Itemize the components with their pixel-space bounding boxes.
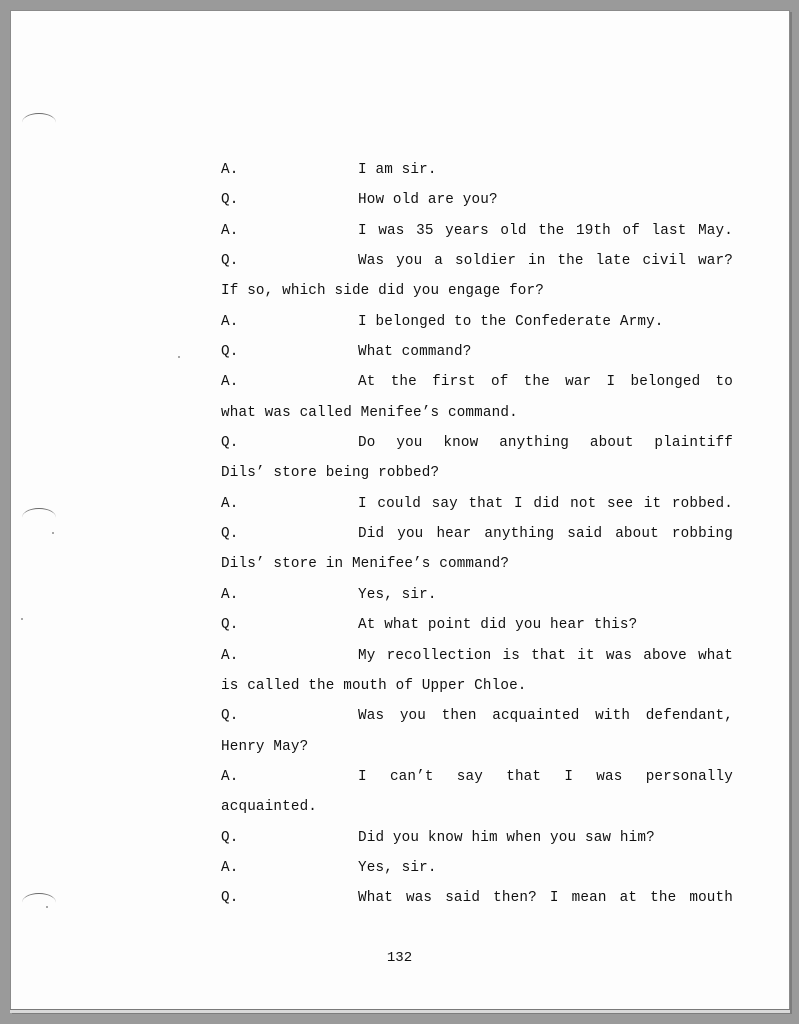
speaker-label: A. — [221, 647, 239, 664]
speaker-label: A. — [221, 768, 239, 785]
continuation-line — [221, 401, 733, 431]
transcript-line — [221, 765, 733, 795]
speaker-label: A. — [221, 222, 239, 239]
utterance-text: Yes, sir. — [358, 586, 437, 603]
speaker-label: Q. — [221, 253, 239, 270]
speaker-label: A. — [221, 313, 239, 330]
transcript-line — [221, 370, 733, 400]
transcript-line — [221, 886, 733, 916]
continuation-text: Henry May? — [221, 738, 309, 755]
transcript-line — [221, 188, 733, 218]
utterance-text: My recollection is that it was above what — [358, 647, 733, 664]
punch-hole-top — [22, 113, 56, 132]
continuation-line — [221, 552, 733, 582]
transcript-line — [221, 704, 733, 734]
utterance-text: Do you know anything about plaintiff — [358, 435, 733, 452]
speaker-label: Q. — [221, 526, 239, 543]
page-number: 132 — [386, 950, 413, 966]
transcript-line — [221, 158, 733, 188]
transcript-line — [221, 249, 733, 279]
transcript-line — [221, 856, 733, 886]
transcript-line — [221, 522, 733, 552]
scan-speck — [178, 356, 180, 358]
transcript-line — [221, 583, 733, 613]
utterance-text: What command? — [358, 344, 472, 361]
transcript-line — [221, 431, 733, 461]
utterance-text: I can’t say that I was personally — [358, 768, 733, 785]
transcript-line — [221, 492, 733, 522]
punch-hole-bottom — [22, 893, 56, 912]
transcript-body — [221, 158, 733, 917]
continuation-line — [221, 735, 733, 765]
utterance-text: How old are you? — [358, 192, 498, 209]
continuation-line — [221, 795, 733, 825]
speaker-label: A. — [221, 495, 239, 512]
utterance-text: I was 35 years old the 19th of last May. — [358, 222, 733, 239]
transcript-line — [221, 340, 733, 370]
scan-speck — [46, 906, 48, 908]
speaker-label: A. — [221, 586, 239, 603]
utterance-text: At the first of the war I belonged to — [358, 374, 733, 391]
continuation-text: is called the mouth of Upper Chloe. — [221, 677, 527, 694]
speaker-label: Q. — [221, 435, 239, 452]
transcript-line — [221, 310, 733, 340]
utterance-text: Was you a soldier in the late civil war? — [358, 253, 733, 270]
transcript-line — [221, 219, 733, 249]
utterance-text: Yes, sir. — [358, 859, 437, 876]
utterance-text: I am sir. — [358, 162, 437, 178]
continuation-text: what was called Menifee’s command. — [221, 404, 518, 421]
utterance-text: Did you hear anything said about robbing — [358, 526, 733, 543]
utterance-text: I belonged to the Confederate Army. — [358, 313, 664, 330]
continuation-text: If so, which side did you engage for? — [221, 283, 544, 300]
continuation-line — [221, 461, 733, 491]
utterance-text: What was said then? I mean at the mouth — [358, 890, 733, 907]
speaker-label: A. — [221, 859, 239, 876]
utterance-text: I could say that I did not see it robbed. — [358, 495, 733, 512]
continuation-text: Dils’ store in Menifee’s command? — [221, 556, 510, 573]
speaker-label: A. — [221, 374, 239, 391]
continuation-text: Dils’ store being robbed? — [221, 465, 440, 482]
scan-speck — [52, 532, 54, 534]
speaker-label: Q. — [221, 890, 239, 907]
transcript-line — [221, 826, 733, 856]
speaker-label: Q. — [221, 617, 239, 634]
continuation-line — [221, 674, 733, 704]
utterance-text: Was you then acquainted with defendant, — [358, 708, 733, 725]
speaker-label: A. — [221, 162, 239, 178]
speaker-label: Q. — [221, 708, 239, 725]
utterance-text: At what point did you hear this? — [358, 617, 638, 634]
transcript-line — [221, 613, 733, 643]
punch-hole-middle — [22, 508, 56, 527]
continuation-line — [221, 279, 733, 309]
page-bottom-edge — [10, 1009, 790, 1013]
speaker-label: Q. — [221, 344, 239, 361]
continuation-text: acquainted. — [221, 799, 318, 816]
utterance-text: Did you know him when you saw him? — [358, 829, 655, 846]
speaker-label: Q. — [221, 192, 239, 209]
transcript-line — [221, 644, 733, 674]
speaker-label: Q. — [221, 829, 239, 846]
scan-speck — [21, 618, 23, 620]
